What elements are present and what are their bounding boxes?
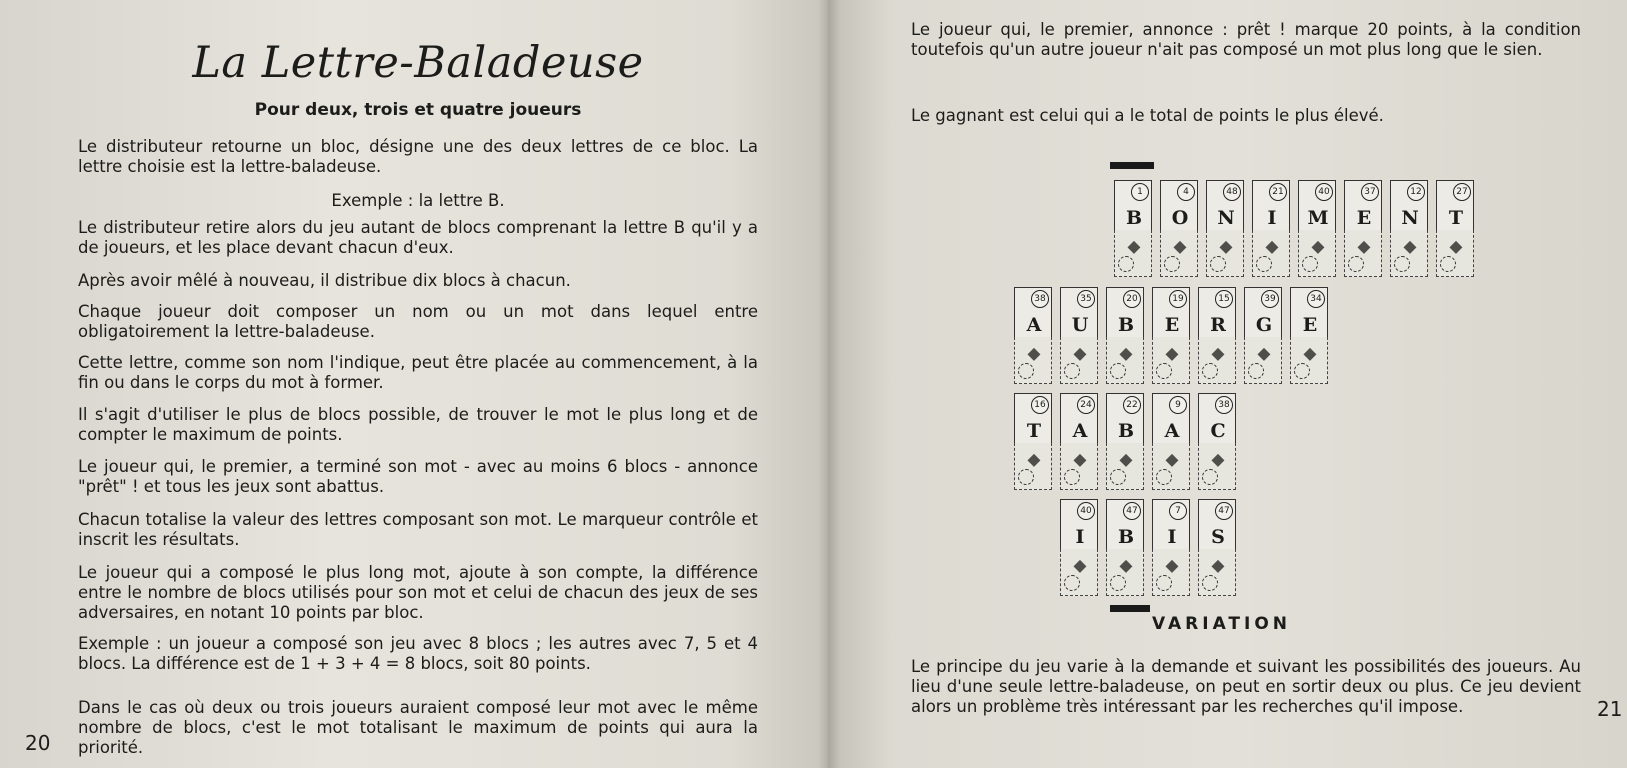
block-value: 21 — [1269, 183, 1287, 201]
block-face — [1014, 287, 1052, 339]
block-hidden-value-circle — [1302, 256, 1318, 272]
block-face — [1244, 287, 1282, 339]
letter-block — [1012, 285, 1052, 385]
block-hidden-value-circle — [1156, 469, 1172, 485]
block-letter: N — [1217, 207, 1235, 229]
block-hidden-letter: ◆ — [1073, 451, 1087, 471]
block-value: 37 — [1361, 183, 1379, 201]
block-hidden-letter: ◆ — [1219, 238, 1233, 258]
block-value: 12 — [1407, 183, 1425, 201]
block-letter: R — [1210, 314, 1226, 336]
block-face — [1344, 180, 1382, 232]
paragraph: Le distributeur retire alors du jeu autant de blocs comprenant la lettre B qu'il y a de joueurs, et les place devant chacun d'eux. — [78, 218, 758, 257]
letter-block — [1058, 391, 1098, 491]
block-letter: E — [1302, 314, 1318, 336]
block-value: 47 — [1215, 502, 1233, 520]
page-subtitle: Pour deux, trois et quatre joueurs — [254, 100, 582, 120]
block-face — [1206, 180, 1244, 232]
paragraph: Cette lettre, comme son nom l'indique, peut être placée au commencement, à la fin ou dans le corps du mot à former. — [78, 353, 758, 392]
letter-block — [1434, 178, 1474, 278]
block-value: 22 — [1123, 396, 1141, 414]
block-value: 48 — [1223, 183, 1241, 201]
block-hidden-face — [1206, 230, 1244, 277]
block-hidden-value-circle — [1110, 363, 1126, 379]
block-letter: A — [1164, 420, 1180, 442]
block-hidden-face — [1060, 549, 1098, 596]
letter-block — [1196, 391, 1236, 491]
block-value: 35 — [1077, 290, 1095, 308]
paragraph: Le joueur qui, le premier, annonce : prêt ! marque 20 points, à la condition toutefois qu'un autre joueur n'ait pas composé un mot plus long que le sien. — [911, 20, 1581, 59]
block-hidden-letter: ◆ — [1257, 345, 1271, 365]
block-hidden-letter: ◆ — [1303, 345, 1317, 365]
block-hidden-value-circle — [1164, 256, 1180, 272]
block-hidden-face — [1060, 443, 1098, 490]
block-face — [1114, 180, 1152, 232]
block-face — [1106, 287, 1144, 339]
block-letter: I — [1267, 207, 1277, 229]
page-title: La Lettre-Baladeuse — [192, 38, 644, 88]
block-letter: I — [1167, 526, 1177, 548]
block-value: 20 — [1123, 290, 1141, 308]
block-hidden-letter: ◆ — [1265, 238, 1279, 258]
letter-block — [1058, 285, 1098, 385]
block-hidden-letter: ◆ — [1165, 345, 1179, 365]
block-hidden-value-circle — [1202, 575, 1218, 591]
letter-block — [1104, 285, 1144, 385]
block-face — [1198, 393, 1236, 445]
block-hidden-value-circle — [1256, 256, 1272, 272]
block-face — [1106, 393, 1144, 445]
block-hidden-value-circle — [1348, 256, 1364, 272]
block-hidden-value-circle — [1156, 363, 1172, 379]
block-letter: S — [1211, 526, 1225, 548]
paragraph: Le joueur qui, le premier, a terminé son mot - avec au moins 6 blocs - annonce "prêt" ! et tous les jeux sont abattus. — [78, 457, 758, 496]
block-value: 47 — [1123, 502, 1141, 520]
block-hidden-letter: ◆ — [1165, 451, 1179, 471]
block-hidden-value-circle — [1210, 256, 1226, 272]
block-letter: C — [1210, 420, 1226, 442]
block-hidden-value-circle — [1018, 469, 1034, 485]
block-hidden-value-circle — [1156, 575, 1172, 591]
block-hidden-letter: ◆ — [1357, 238, 1371, 258]
block-value: 39 — [1261, 290, 1279, 308]
block-hidden-face — [1060, 337, 1098, 384]
block-hidden-face — [1106, 337, 1144, 384]
block-face — [1198, 499, 1236, 551]
block-hidden-face — [1198, 337, 1236, 384]
block-face — [1014, 393, 1052, 445]
block-hidden-value-circle — [1064, 363, 1080, 379]
letter-block — [1204, 178, 1244, 278]
block-hidden-face — [1436, 230, 1474, 277]
block-letter: N — [1401, 207, 1419, 229]
block-hidden-face — [1244, 337, 1282, 384]
block-letter: B — [1117, 420, 1135, 442]
block-hidden-face — [1390, 230, 1428, 277]
block-letter: T — [1026, 420, 1042, 442]
letter-block — [1242, 285, 1282, 385]
block-hidden-value-circle — [1110, 575, 1126, 591]
block-face — [1298, 180, 1336, 232]
block-letter: I — [1075, 526, 1085, 548]
page-number-left: 20 — [25, 731, 51, 755]
paragraph: Après avoir mêlé à nouveau, il distribue dix blocs à chacun. — [78, 271, 571, 290]
paragraph: Le gagnant est celui qui a le total de points le plus élevé. — [911, 106, 1384, 125]
block-hidden-face — [1014, 337, 1052, 384]
block-face — [1152, 287, 1190, 339]
block-hidden-letter: ◆ — [1311, 238, 1325, 258]
paragraph: Le distributeur retourne un bloc, désigne une des deux lettres de ce bloc. La lettre choisie est la lettre-baladeuse. — [78, 137, 758, 176]
block-face — [1160, 180, 1198, 232]
block-value: 1 — [1131, 183, 1149, 201]
block-letter: B — [1125, 207, 1143, 229]
letter-block — [1342, 178, 1382, 278]
block-letter: A — [1026, 314, 1042, 336]
block-hidden-face — [1344, 230, 1382, 277]
block-hidden-letter: ◆ — [1119, 557, 1133, 577]
block-hidden-letter: ◆ — [1211, 451, 1225, 471]
block-hidden-letter: ◆ — [1027, 451, 1041, 471]
block-hidden-value-circle — [1202, 363, 1218, 379]
block-face — [1060, 393, 1098, 445]
block-face — [1252, 180, 1290, 232]
letter-block — [1150, 285, 1190, 385]
block-hidden-face — [1106, 443, 1144, 490]
block-hidden-value-circle — [1110, 469, 1126, 485]
variation-heading: VARIATION — [1152, 614, 1292, 634]
block-hidden-letter: ◆ — [1027, 345, 1041, 365]
block-hidden-letter: ◆ — [1211, 557, 1225, 577]
example-paragraph: Exemple : un joueur a composé son jeu avec 8 blocs ; les autres avec 7, 5 et 4 blocs. La différence est de 1 + 3 + 4 = 8 blocs, soit 80 points. — [78, 634, 758, 673]
letter-block — [1288, 285, 1328, 385]
block-face — [1106, 499, 1144, 551]
letter-block — [1296, 178, 1336, 278]
block-hidden-face — [1160, 230, 1198, 277]
block-face — [1198, 287, 1236, 339]
block-hidden-face — [1106, 549, 1144, 596]
block-face — [1436, 180, 1474, 232]
block-hidden-face — [1014, 443, 1052, 490]
letter-block — [1158, 178, 1198, 278]
block-letter: M — [1307, 207, 1329, 229]
block-hidden-value-circle — [1018, 363, 1034, 379]
variation-text: Le principe du jeu varie à la demande et suivant les possibilités des joueurs. Au lieu d'une seule lettre-baladeuse, on peut en sortir deux ou plus. Ce jeu devient alors un problème très intéressant par les recherches qu'il impose. — [911, 657, 1581, 716]
block-hidden-face — [1298, 230, 1336, 277]
block-value: 4 — [1177, 183, 1195, 201]
block-hidden-letter: ◆ — [1119, 345, 1133, 365]
block-hidden-face — [1198, 443, 1236, 490]
paragraph: Chaque joueur doit composer un nom ou un mot dans lequel entre obligatoirement la lettre-baladeuse. — [78, 302, 758, 341]
block-letter: O — [1171, 207, 1189, 229]
block-face — [1390, 180, 1428, 232]
block-value: 27 — [1453, 183, 1471, 201]
paragraph: Le joueur qui a composé le plus long mot, ajoute à son compte, la différence entre le nombre de blocs utilisés pour son mot et celui de chacun des jeux de ses adversaires, en notant 10 points par bloc. — [78, 563, 758, 622]
letter-block — [1112, 178, 1152, 278]
block-hidden-value-circle — [1294, 363, 1310, 379]
letter-block — [1196, 285, 1236, 385]
block-value: 7 — [1169, 502, 1187, 520]
block-value: 9 — [1169, 396, 1187, 414]
letter-block — [1104, 391, 1144, 491]
block-hidden-face — [1152, 443, 1190, 490]
block-hidden-value-circle — [1248, 363, 1264, 379]
block-hidden-face — [1290, 337, 1328, 384]
paragraph: Il s'agit d'utiliser le plus de blocs possible, de trouver le mot le plus long et de compter le maximum de points. — [78, 405, 758, 444]
block-hidden-face — [1114, 230, 1152, 277]
block-hidden-value-circle — [1202, 469, 1218, 485]
block-hidden-letter: ◆ — [1073, 557, 1087, 577]
block-value: 19 — [1169, 290, 1187, 308]
letter-block — [1150, 391, 1190, 491]
block-value: 16 — [1031, 396, 1049, 414]
block-hidden-face — [1152, 337, 1190, 384]
block-face — [1060, 499, 1098, 551]
block-hidden-letter: ◆ — [1173, 238, 1187, 258]
block-letter: T — [1448, 207, 1464, 229]
block-value: 15 — [1215, 290, 1233, 308]
block-hidden-value-circle — [1394, 256, 1410, 272]
block-hidden-face — [1152, 549, 1190, 596]
block-letter: G — [1255, 314, 1273, 336]
block-letter: A — [1072, 420, 1088, 442]
block-hidden-face — [1198, 549, 1236, 596]
block-letter: E — [1164, 314, 1180, 336]
letter-block — [1388, 178, 1428, 278]
block-face — [1060, 287, 1098, 339]
letter-block — [1104, 497, 1144, 597]
block-letter: B — [1117, 314, 1135, 336]
letter-block — [1012, 391, 1052, 491]
letter-block — [1150, 497, 1190, 597]
block-value: 38 — [1031, 290, 1049, 308]
block-hidden-value-circle — [1064, 575, 1080, 591]
block-face — [1152, 393, 1190, 445]
block-hidden-letter: ◆ — [1211, 345, 1225, 365]
block-letter: U — [1071, 314, 1089, 336]
block-value: 38 — [1215, 396, 1233, 414]
block-hidden-value-circle — [1064, 469, 1080, 485]
paragraph: Dans le cas où deux ou trois joueurs auraient composé leur mot avec le même nombre de blocs, c'est le mot totalisant le maximum de points qui aura la priorité. — [78, 698, 758, 757]
block-value: 40 — [1077, 502, 1095, 520]
letter-block — [1250, 178, 1290, 278]
paragraph: Chacun totalise la valeur des lettres composant son mot. Le marqueur contrôle et inscrit les résultats. — [78, 510, 758, 549]
block-hidden-value-circle — [1118, 256, 1134, 272]
block-value: 24 — [1077, 396, 1095, 414]
block-hidden-letter: ◆ — [1127, 238, 1141, 258]
block-value: 40 — [1315, 183, 1333, 201]
block-hidden-face — [1252, 230, 1290, 277]
letter-block — [1058, 497, 1098, 597]
example-line: Exemple : la lettre B. — [331, 191, 505, 210]
block-hidden-letter: ◆ — [1073, 345, 1087, 365]
block-letter: E — [1356, 207, 1372, 229]
letter-block — [1196, 497, 1236, 597]
block-value: 34 — [1307, 290, 1325, 308]
page-number-right: 21 — [1597, 697, 1623, 721]
block-face — [1152, 499, 1190, 551]
block-hidden-letter: ◆ — [1449, 238, 1463, 258]
block-letter: B — [1117, 526, 1135, 548]
block-hidden-letter: ◆ — [1403, 238, 1417, 258]
block-hidden-letter: ◆ — [1119, 451, 1133, 471]
block-hidden-value-circle — [1440, 256, 1456, 272]
block-hidden-letter: ◆ — [1165, 557, 1179, 577]
block-face — [1290, 287, 1328, 339]
